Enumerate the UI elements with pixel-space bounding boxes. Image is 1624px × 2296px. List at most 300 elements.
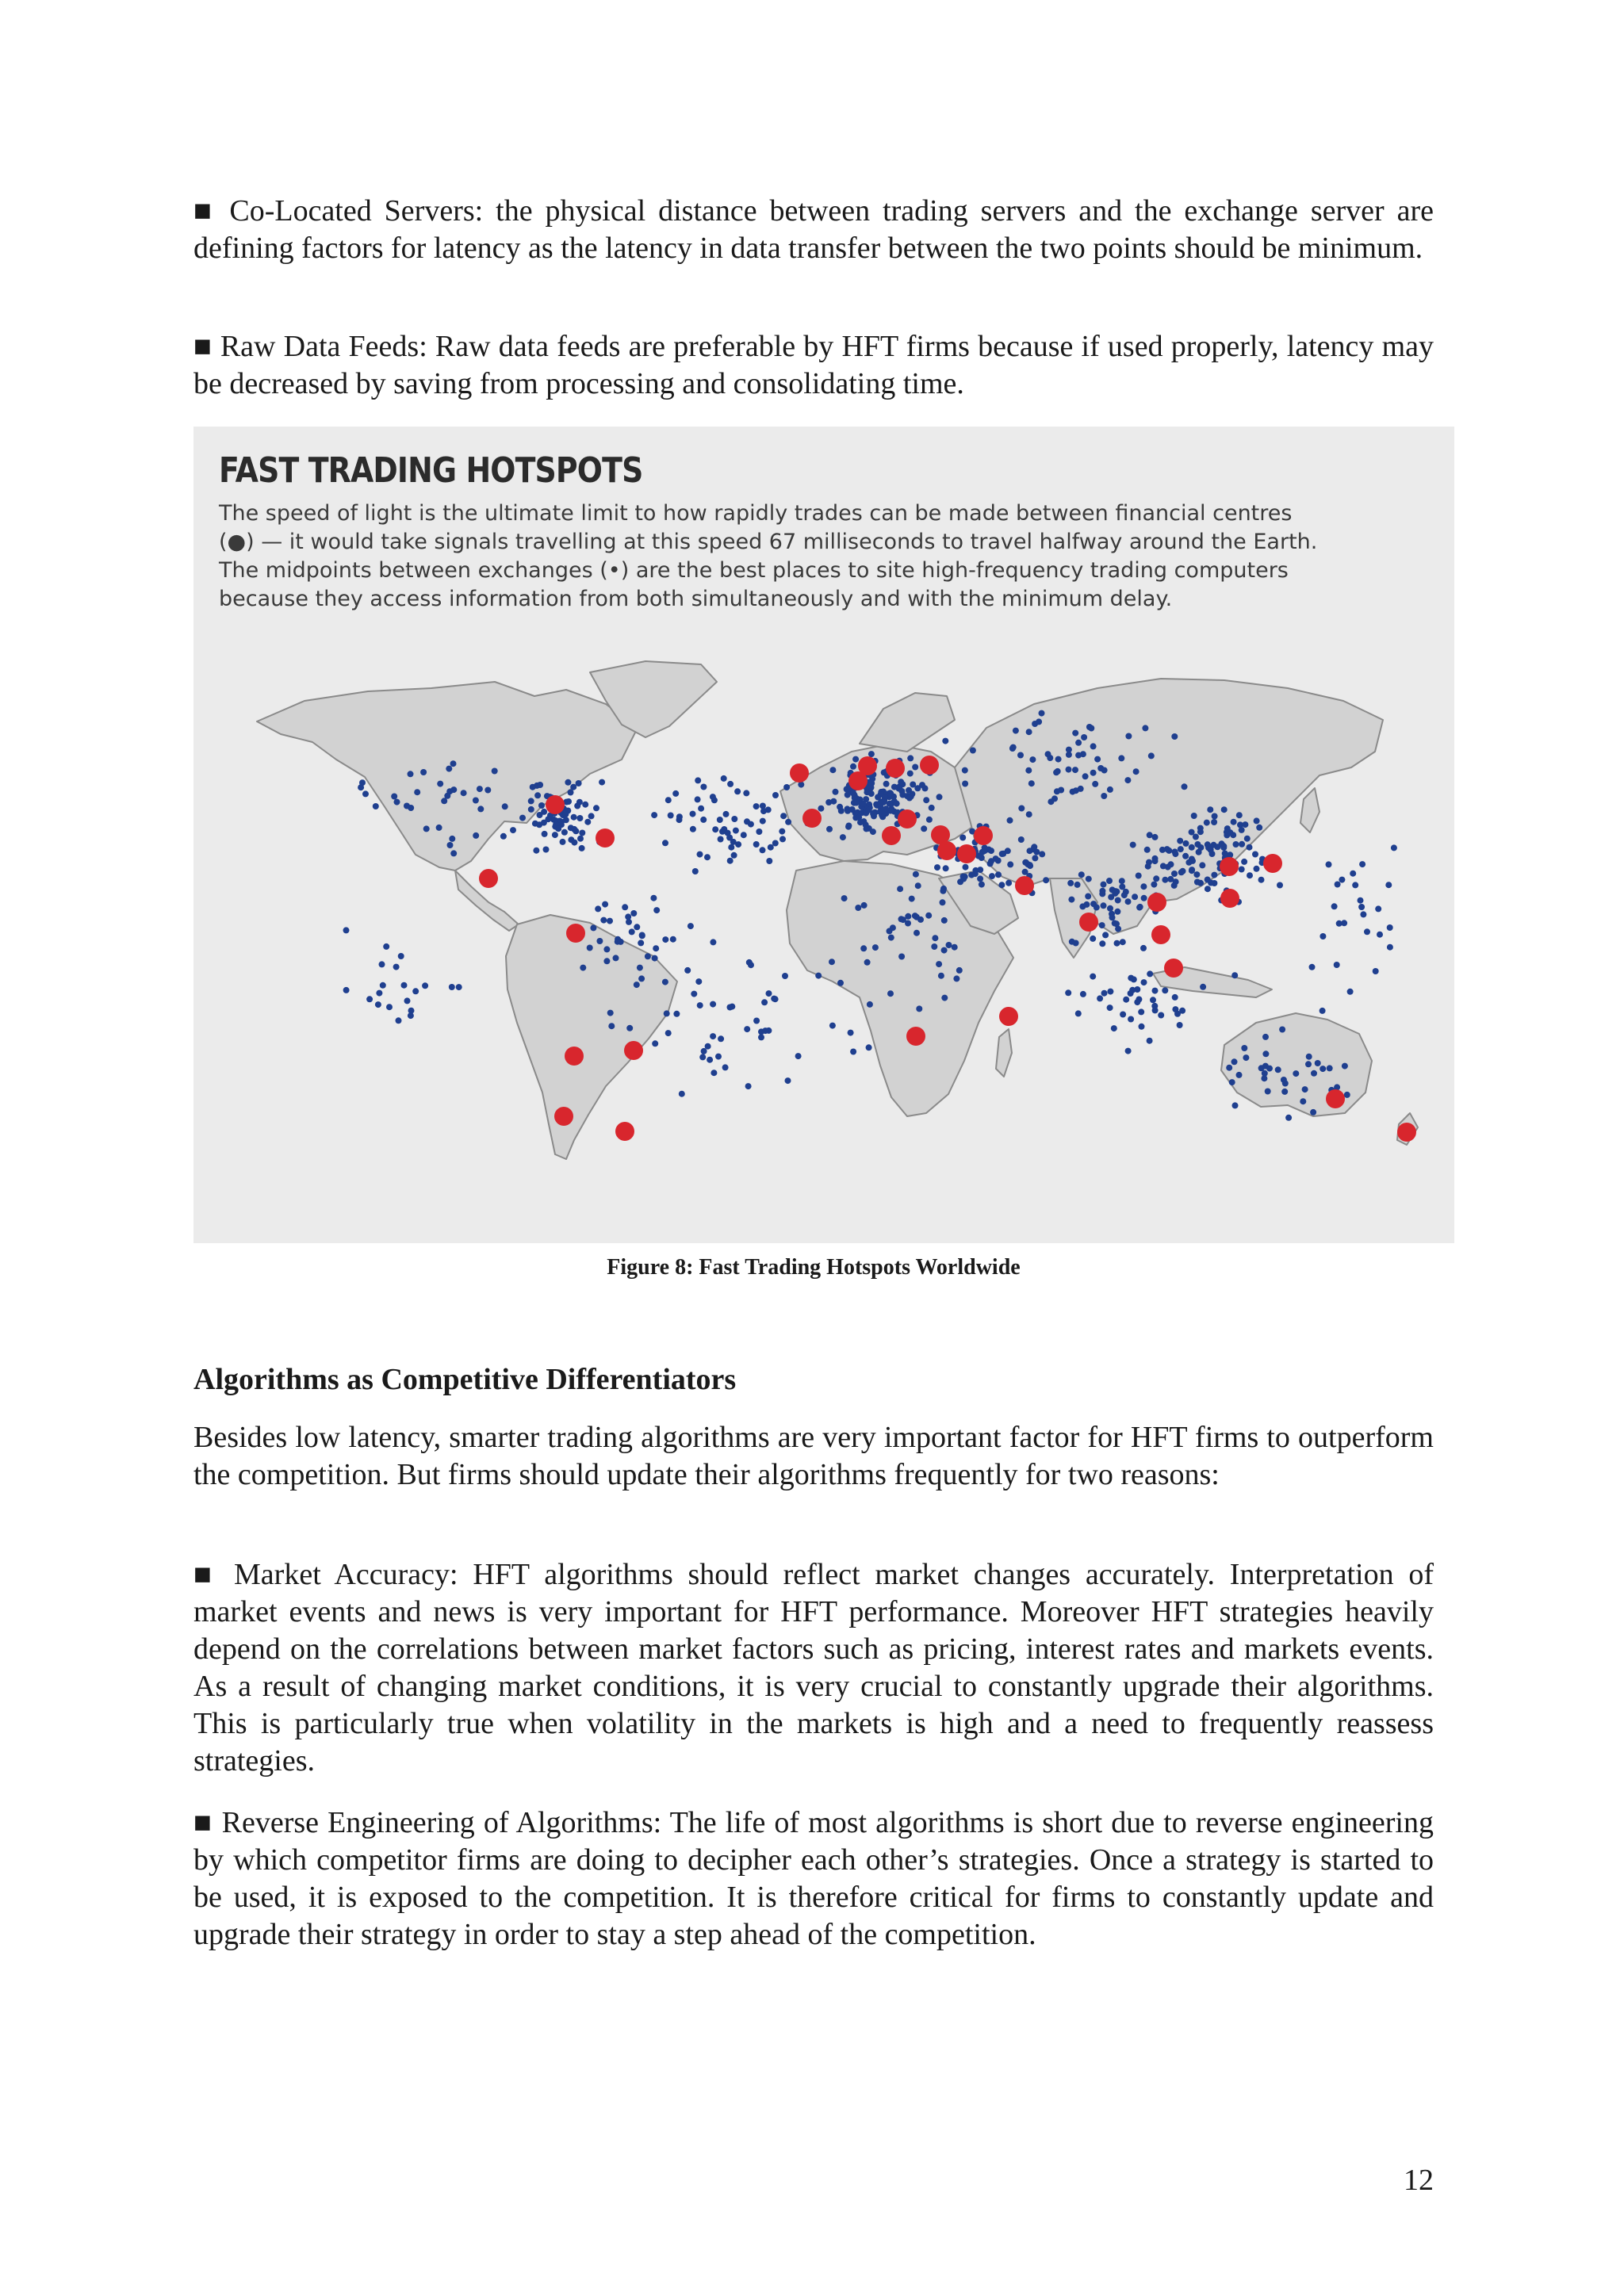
scandinavia-shape bbox=[860, 693, 955, 752]
madagascar-shape bbox=[996, 1029, 1012, 1077]
midpoint-dot bbox=[1177, 838, 1183, 844]
midpoint-dot bbox=[856, 814, 862, 821]
midpoint-dot bbox=[1241, 1045, 1247, 1051]
midpoint-dot bbox=[934, 864, 940, 871]
exchange-dot bbox=[858, 756, 877, 775]
midpoint-dot bbox=[1142, 725, 1148, 731]
exchange-dot bbox=[615, 1122, 634, 1141]
midpoint-dot bbox=[1090, 743, 1097, 749]
midpoint-dot bbox=[1189, 829, 1195, 836]
midpoint-dot bbox=[712, 826, 718, 832]
midpoint-dot bbox=[710, 1070, 717, 1076]
midpoint-dot bbox=[698, 806, 704, 812]
midpoint-dot bbox=[744, 818, 750, 825]
midpoint-dot bbox=[909, 896, 915, 902]
midpoint-dot bbox=[573, 828, 579, 834]
midpoint-dot bbox=[373, 803, 379, 809]
section-intro: Besides low latency, smarter trading algorithms are very important factor for HFT firms to outperform the competition. But firms should update their algorithms frequently for two reasons: bbox=[193, 1421, 1434, 1491]
midpoint-dot bbox=[1082, 773, 1089, 779]
midpoint-dot bbox=[875, 794, 881, 801]
midpoint-dot bbox=[1141, 895, 1147, 901]
midpoint-dot bbox=[1045, 751, 1051, 757]
exchange-dot bbox=[898, 809, 917, 828]
midpoint-dot bbox=[1310, 1109, 1316, 1115]
midpoint-dot bbox=[929, 805, 935, 811]
midpoint-dot bbox=[1207, 806, 1213, 813]
midpoint-dot bbox=[760, 818, 766, 825]
midpoint-dot bbox=[1080, 991, 1086, 997]
midpoint-dot bbox=[1115, 897, 1121, 904]
midpoint-dot bbox=[618, 939, 624, 945]
midpoint-dot bbox=[887, 990, 894, 997]
midpoint-dot bbox=[779, 828, 785, 835]
midpoint-dot bbox=[593, 805, 599, 811]
midpoint-dot bbox=[401, 982, 408, 989]
midpoint-dot bbox=[1083, 901, 1090, 908]
midpoint-dot bbox=[662, 840, 668, 846]
midpoint-dot bbox=[915, 882, 921, 889]
midpoint-dot bbox=[728, 844, 734, 851]
midpoint-dot bbox=[753, 803, 760, 809]
midpoint-dot bbox=[897, 886, 903, 892]
midpoint-dot bbox=[1306, 1054, 1312, 1060]
midpoint-dot bbox=[1327, 1065, 1333, 1071]
midpoint-dot bbox=[1178, 869, 1185, 875]
midpoint-dot bbox=[953, 975, 959, 982]
midpoint-dot bbox=[963, 864, 969, 871]
midpoint-dot bbox=[1005, 880, 1012, 886]
midpoint-dot bbox=[1262, 1050, 1269, 1057]
midpoint-dot bbox=[637, 965, 643, 971]
midpoint-dot bbox=[408, 1012, 414, 1019]
midpoint-dot bbox=[717, 817, 723, 823]
midpoint-dot bbox=[850, 763, 856, 770]
midpoint-dot bbox=[936, 961, 942, 967]
midpoint-dot bbox=[1026, 811, 1032, 817]
bullet-text: Reverse Engineering of Algorithms: The life of most algorithms is short due to reverse engineering by which competitor firms are doing to decipher each other’s strategies. Once a strategy is started to be used, it is exposed to the competition. It is therefore critical for firms to constantly update and upgrade their strategy in order to stay a step ahead of the competition. bbox=[193, 1806, 1434, 1951]
midpoint-dot bbox=[887, 801, 893, 807]
midpoint-dot bbox=[1125, 1048, 1132, 1054]
bullet-marker: ■ bbox=[193, 330, 213, 363]
midpoint-dot bbox=[414, 789, 420, 795]
midpoint-dot bbox=[959, 835, 966, 841]
midpoint-dot bbox=[956, 967, 963, 974]
midpoint-dot bbox=[690, 811, 696, 817]
midpoint-dot bbox=[1347, 989, 1354, 995]
exchange-dot bbox=[1164, 959, 1183, 978]
midpoint-dot bbox=[898, 779, 904, 785]
midpoint-dot bbox=[420, 769, 427, 775]
midpoint-dot bbox=[571, 840, 577, 846]
midpoint-dot bbox=[1205, 886, 1211, 892]
midpoint-dot bbox=[710, 939, 716, 945]
midpoint-dot bbox=[386, 1004, 393, 1010]
midpoint-dot bbox=[697, 1002, 703, 1008]
midpoint-dot bbox=[343, 987, 350, 993]
midpoint-dot bbox=[906, 795, 913, 802]
section-heading: Algorithms as Competitive Differentiators bbox=[193, 1363, 737, 1396]
midpoint-dot bbox=[1232, 1102, 1239, 1108]
midpoint-dot bbox=[968, 872, 975, 878]
midpoint-dot bbox=[912, 764, 918, 771]
midpoint-dot bbox=[785, 819, 791, 825]
midpoint-dot bbox=[1339, 877, 1345, 883]
midpoint-dot bbox=[704, 854, 710, 860]
midpoint-dot bbox=[1152, 834, 1159, 840]
midpoint-dot bbox=[1189, 858, 1196, 864]
midpoint-dot bbox=[1168, 861, 1174, 867]
midpoint-dot bbox=[1133, 768, 1139, 775]
midpoint-dot bbox=[1236, 1072, 1243, 1078]
midpoint-dot bbox=[473, 832, 479, 839]
midpoint-dot bbox=[630, 910, 637, 916]
midpoint-dot bbox=[1028, 780, 1035, 786]
midpoint-dot bbox=[662, 936, 668, 943]
midpoint-dot bbox=[577, 836, 584, 842]
midpoint-dot bbox=[905, 913, 911, 920]
midpoint-dot bbox=[733, 828, 739, 834]
midpoint-dot bbox=[1341, 920, 1347, 926]
midpoint-dot bbox=[1241, 859, 1247, 865]
midpoint-dot bbox=[1344, 1092, 1350, 1098]
midpoint-dot bbox=[1099, 940, 1105, 947]
midpoint-dot bbox=[1211, 872, 1217, 878]
bullet-marker: ■ bbox=[193, 1806, 213, 1839]
north-america-shape bbox=[257, 682, 638, 871]
midpoint-dot bbox=[1173, 878, 1179, 885]
midpoint-dot bbox=[536, 821, 542, 828]
midpoint-dot bbox=[1309, 964, 1316, 970]
midpoint-dot bbox=[1385, 882, 1392, 888]
midpoint-dot bbox=[676, 813, 683, 820]
midpoint-dot bbox=[579, 830, 585, 836]
midpoint-dot bbox=[1073, 787, 1079, 794]
midpoint-dot bbox=[1072, 730, 1078, 737]
midpoint-dot bbox=[1182, 853, 1189, 859]
midpoint-dot bbox=[941, 995, 948, 1001]
figure-description-line: The midpoints between exchanges (•) are the best places to site high-frequency trading computers bbox=[219, 558, 1289, 583]
midpoint-dot bbox=[537, 782, 543, 788]
midpoint-dot bbox=[1073, 940, 1079, 947]
midpoint-dot bbox=[1243, 1054, 1249, 1061]
midpoint-dot bbox=[1147, 1038, 1153, 1044]
midpoint-dot bbox=[877, 800, 883, 806]
midpoint-dot bbox=[679, 1091, 685, 1097]
midpoint-dot bbox=[1205, 841, 1211, 848]
midpoint-dot bbox=[1145, 863, 1151, 870]
midpoint-dot bbox=[1226, 1065, 1232, 1071]
midpoint-dot bbox=[343, 927, 350, 933]
midpoint-dot bbox=[528, 806, 534, 813]
midpoint-dot bbox=[1009, 745, 1016, 752]
midpoint-dot bbox=[1013, 728, 1019, 734]
midpoint-dot bbox=[1230, 832, 1236, 838]
midpoint-dot bbox=[1101, 793, 1107, 799]
midpoint-dot bbox=[422, 982, 428, 989]
midpoint-dot bbox=[1108, 894, 1114, 901]
exchange-dot bbox=[920, 756, 939, 775]
midpoint-dot bbox=[931, 943, 937, 950]
exchange-dot bbox=[1397, 1123, 1416, 1142]
midpoint-dot bbox=[1107, 1004, 1113, 1011]
midpoint-dot bbox=[1224, 825, 1231, 832]
midpoint-dot bbox=[1053, 769, 1059, 775]
midpoint-dot bbox=[946, 942, 952, 948]
midpoint-dot bbox=[701, 1048, 707, 1054]
midpoint-dot bbox=[1233, 841, 1239, 848]
midpoint-dot bbox=[552, 832, 558, 838]
midpoint-dot bbox=[1039, 710, 1045, 717]
exchange-dot bbox=[1015, 876, 1034, 895]
midpoint-dot bbox=[1350, 871, 1356, 877]
figure-caption: Figure 8: Fast Trading Hotspots Worldwide bbox=[607, 1255, 1021, 1280]
exchange-dot bbox=[1147, 893, 1166, 912]
midpoint-dot bbox=[565, 779, 571, 786]
midpoint-dot bbox=[1032, 855, 1038, 861]
midpoint-dot bbox=[938, 973, 944, 979]
midpoint-dot bbox=[1275, 1066, 1281, 1073]
midpoint-dot bbox=[1125, 898, 1132, 905]
midpoint-dot bbox=[404, 997, 411, 1004]
midpoint-dot bbox=[1134, 999, 1140, 1005]
midpoint-dot bbox=[485, 787, 491, 794]
midpoint-dot bbox=[1358, 904, 1365, 910]
midpoint-dot bbox=[818, 806, 824, 812]
japan-shape bbox=[1300, 788, 1320, 832]
midpoint-dot bbox=[1326, 861, 1332, 867]
midpoint-dot bbox=[668, 813, 674, 819]
midpoint-dot bbox=[815, 973, 822, 979]
midpoint-dot bbox=[665, 797, 672, 803]
midpoint-dot bbox=[603, 946, 610, 952]
midpoint-dot bbox=[970, 748, 976, 754]
midpoint-dot bbox=[906, 787, 912, 794]
midpoint-dot bbox=[998, 882, 1005, 888]
midpoint-dot bbox=[450, 850, 457, 856]
page-number: 12 bbox=[1404, 2164, 1434, 2197]
midpoint-dot bbox=[1189, 867, 1195, 874]
midpoint-dot bbox=[1265, 1089, 1271, 1095]
midpoint-dot bbox=[995, 858, 1002, 864]
midpoint-dot bbox=[760, 808, 767, 814]
midpoint-dot bbox=[473, 798, 479, 804]
midpoint-dot bbox=[1147, 970, 1153, 977]
midpoint-dot bbox=[1315, 1060, 1321, 1066]
midpoint-dot bbox=[561, 829, 568, 836]
midpoint-dot bbox=[718, 1035, 724, 1042]
midpoint-dot bbox=[999, 851, 1005, 857]
midpoint-dot bbox=[734, 788, 741, 794]
exchange-dot bbox=[1220, 889, 1239, 908]
midpoint-dot bbox=[772, 792, 779, 798]
midpoint-dot bbox=[1118, 755, 1124, 761]
midpoint-dot bbox=[1352, 882, 1358, 888]
midpoint-dot bbox=[727, 781, 733, 787]
midpoint-dot bbox=[359, 779, 366, 786]
midpoint-dot bbox=[1136, 873, 1142, 879]
midpoint-dot bbox=[1068, 897, 1074, 903]
exchange-dot bbox=[546, 795, 565, 814]
midpoint-dot bbox=[891, 784, 898, 790]
midpoint-dot bbox=[603, 958, 610, 964]
midpoint-dot bbox=[890, 924, 896, 931]
midpoint-dot bbox=[607, 1010, 614, 1016]
midpoint-dot bbox=[729, 1004, 735, 1010]
midpoint-dot bbox=[907, 755, 914, 761]
midpoint-dot bbox=[916, 1005, 922, 1012]
midpoint-dot bbox=[599, 779, 605, 786]
midpoint-dot bbox=[841, 895, 848, 901]
midpoint-dot bbox=[1211, 819, 1217, 825]
midpoint-dot bbox=[882, 794, 888, 801]
midpoint-dot bbox=[1331, 903, 1338, 909]
midpoint-dot bbox=[725, 830, 731, 836]
midpoint-dot bbox=[722, 1064, 729, 1070]
exchange-dot bbox=[906, 1027, 925, 1046]
midpoint-dot bbox=[1111, 1025, 1117, 1031]
midpoint-dot bbox=[979, 855, 985, 861]
midpoint-dot bbox=[574, 803, 580, 809]
midpoint-dot bbox=[1360, 911, 1366, 917]
midpoint-dot bbox=[590, 924, 596, 931]
midpoint-dot bbox=[662, 979, 668, 985]
midpoint-dot bbox=[1199, 862, 1205, 868]
midpoint-dot bbox=[492, 768, 498, 775]
midpoint-dot bbox=[543, 847, 550, 853]
midpoint-dot bbox=[1172, 1006, 1178, 1012]
midpoint-dot bbox=[1151, 882, 1157, 888]
midpoint-dot bbox=[408, 771, 414, 777]
midpoint-dot bbox=[845, 824, 852, 830]
midpoint-dot bbox=[1302, 1086, 1308, 1093]
midpoint-dot bbox=[907, 771, 914, 777]
midpoint-dot bbox=[461, 790, 467, 796]
exchange-dot bbox=[999, 1007, 1018, 1026]
midpoint-dot bbox=[860, 801, 867, 807]
bullet-co-located-servers bbox=[193, 193, 1434, 267]
midpoint-dot bbox=[613, 955, 619, 961]
midpoint-dot bbox=[1153, 875, 1159, 882]
midpoint-dot bbox=[1171, 733, 1178, 740]
midpoint-dot bbox=[1140, 945, 1147, 951]
midpoint-dot bbox=[1026, 729, 1032, 735]
midpoint-dot bbox=[1081, 734, 1087, 740]
midpoint-dot bbox=[1022, 869, 1028, 875]
midpoint-dot bbox=[626, 1025, 633, 1031]
midpoint-dot bbox=[1305, 1061, 1312, 1067]
midpoint-dot bbox=[779, 836, 786, 842]
midpoint-dot bbox=[477, 786, 483, 792]
midpoint-dot bbox=[652, 955, 658, 962]
midpoint-dot bbox=[1102, 932, 1109, 938]
midpoint-dot bbox=[758, 1034, 764, 1040]
bullet-text: Co-Located Servers: the physical distance between trading servers and the exchange server are defining factors for latency as the latency in data transfer between the two points should be minimum. bbox=[193, 194, 1434, 265]
midpoint-dot bbox=[1109, 914, 1116, 920]
midpoint-dot bbox=[595, 905, 601, 912]
midpoint-dot bbox=[887, 790, 894, 797]
midpoint-dot bbox=[1029, 756, 1036, 763]
midpoint-dot bbox=[437, 781, 443, 787]
midpoint-dot bbox=[760, 847, 766, 853]
midpoint-dot bbox=[925, 913, 932, 919]
midpoint-dot bbox=[1320, 933, 1326, 939]
midpoint-dot bbox=[783, 784, 790, 790]
midpoint-dot bbox=[537, 812, 543, 818]
midpoint-dot bbox=[1364, 928, 1370, 935]
midpoint-dot bbox=[690, 826, 696, 832]
midpoint-dot bbox=[1018, 836, 1025, 843]
midpoint-dot bbox=[1107, 786, 1113, 793]
midpoint-dot bbox=[697, 851, 703, 858]
midpoint-dot bbox=[510, 827, 516, 833]
midpoint-dot bbox=[1158, 1012, 1164, 1019]
midpoint-dot bbox=[1051, 795, 1058, 802]
midpoint-dot bbox=[1099, 890, 1105, 897]
midpoint-dot bbox=[366, 996, 373, 1002]
midpoint-dot bbox=[833, 789, 839, 795]
midpoint-dot bbox=[1258, 877, 1265, 883]
figure-description-line: because they access information from both simultaneously and with the minimum delay. bbox=[219, 587, 1173, 611]
midpoint-dot bbox=[1320, 1008, 1326, 1014]
midpoint-dot bbox=[1214, 844, 1220, 850]
midpoint-dot bbox=[1137, 904, 1143, 910]
midpoint-dot bbox=[396, 1017, 402, 1024]
midpoint-dot bbox=[1358, 897, 1364, 904]
midpoint-dot bbox=[1162, 877, 1168, 883]
midpoint-dot bbox=[1078, 871, 1085, 878]
bullet-text: Market Accuracy: HFT algorithms should reflect market changes accurately. Interpretation of market events and news is very important for HFT performance. Moreover HFT strategies heavily depend on the correlations between market factors such as pricing, interest rates and markets events. As a result of changing market conditions, it is very crucial to constantly upgrade their algorithms. This is particularly true when volatility in the markets is high and a need to frequently reassess strategies. bbox=[193, 1558, 1434, 1777]
midpoint-dot bbox=[530, 784, 536, 790]
midpoint-dot bbox=[1281, 1089, 1288, 1095]
midpoint-dot bbox=[861, 902, 868, 909]
midpoint-dot bbox=[1342, 1063, 1348, 1070]
midpoint-dot bbox=[741, 832, 747, 838]
midpoint-dot bbox=[1311, 1070, 1317, 1077]
midpoint-dot bbox=[1164, 846, 1170, 852]
midpoint-dot bbox=[691, 991, 697, 997]
midpoint-dot bbox=[710, 794, 716, 800]
midpoint-dot bbox=[1231, 819, 1237, 825]
midpoint-dot bbox=[870, 828, 876, 835]
midpoint-dot bbox=[568, 790, 574, 796]
midpoint-dot bbox=[1066, 747, 1072, 753]
midpoint-dot bbox=[921, 825, 927, 832]
midpoint-dot bbox=[450, 786, 457, 793]
midpoint-dot bbox=[852, 756, 859, 763]
exchange-dot bbox=[1151, 925, 1170, 944]
midpoint-dot bbox=[695, 777, 701, 783]
midpoint-dot bbox=[850, 790, 856, 797]
midpoint-dot bbox=[555, 825, 561, 832]
midpoint-dot bbox=[914, 930, 920, 936]
exchange-dot bbox=[802, 809, 822, 828]
midpoint-dot bbox=[634, 924, 640, 930]
midpoint-dot bbox=[745, 1083, 752, 1089]
midpoint-dot bbox=[1247, 872, 1253, 878]
midpoint-dot bbox=[1144, 847, 1151, 853]
midpoint-dot bbox=[1101, 990, 1108, 997]
midpoint-dot bbox=[570, 784, 576, 790]
midpoint-dot bbox=[756, 828, 762, 835]
midpoint-dot bbox=[1141, 979, 1147, 985]
midpoint-dot bbox=[864, 959, 871, 966]
exchange-dot bbox=[1079, 913, 1098, 932]
midpoint-dot bbox=[653, 945, 659, 951]
midpoint-dot bbox=[699, 1054, 706, 1060]
midpoint-dot bbox=[1208, 880, 1214, 886]
midpoint-dot bbox=[477, 806, 484, 812]
midpoint-dot bbox=[502, 803, 508, 809]
